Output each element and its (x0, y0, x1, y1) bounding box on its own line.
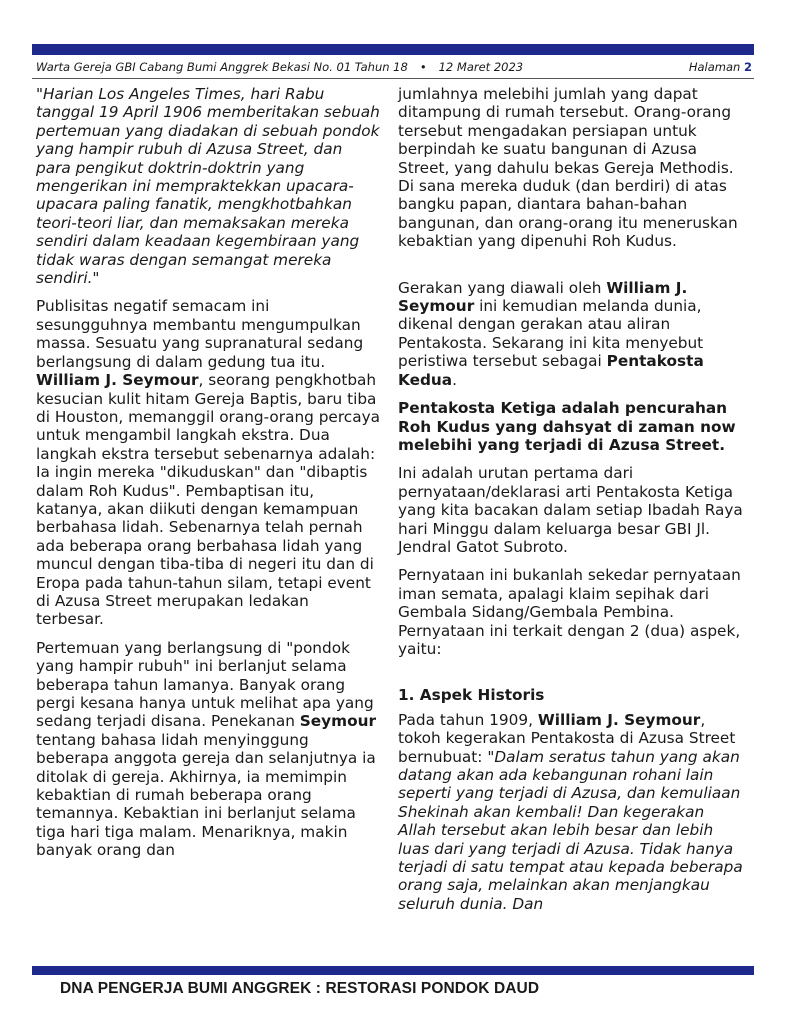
page-indicator (689, 60, 752, 74)
bold-statement: Pentakosta Ketiga adalah pencurahan Roh Kudus yang dahsyat di zaman now melebihi yang terjadi di Azusa Street. (398, 399, 736, 454)
section-heading (398, 686, 743, 704)
paragraph-declaration: Ini adalah urutan pertama dari pernyataan/deklarasi arti Pentakosta Ketiga yang kita bacakan dalam setiap Ibadah Raya hari Minggu dalam keluarga besar GBI Jl. Jendral Gatot Subroto. (398, 464, 743, 556)
prophecy-quote: "Dalam seratus tahun yang akan datang akan ada kebangunan rohani lain seperti yang terjadi di Azusa, dan kemuliaan Shekinah akan kembali! Dan kegerakan Allah tersebut akan lebih besar dan lebih luas dari yang terjadi di Azusa. Tidak hanya terjadi di satu tempat atau kepada beberapa orang saja, melainkan akan menjangkau seluruh dunia. Dan (398, 747, 743, 913)
text-run: Publisitas negatif semacam ini sesungguhnya membantu mengumpulkan massa. Sesuatu yang supranatural sedang berlangsung di dalam gedung tua itu. (36, 297, 364, 371)
text-run: . (452, 370, 457, 389)
name-seymour: William J. Seymour (36, 371, 199, 390)
footer-title: DNA PENGERJA BUMI ANGGREK : RESTORASI PONDOK DAUD (60, 980, 540, 997)
header-bullet: • (419, 60, 427, 74)
text-run: Pertemuan yang berlangsung di "pondok yang hampir rubuh" ini berlanjut selama beberapa tahun lamanya. Banyak orang pergi kesana hanya untuk melihat apa yang sedang terjadi disana. Penekanan (36, 638, 374, 731)
right-column (398, 85, 743, 923)
paragraph-continuation: jumlahnya melebihi jumlah yang dapat ditampung di rumah tersebut. Orang-orang tersebut mengadakan persiapan untuk berpindah ke suatu bangunan di Azusa Street, yang dahulu bekas Gereja Methodis. Di sana mereka duduk (dan berdiri) di atas bangku papan, diantara bahan-bahan bangunan, dan orang-orang itu meneruskan kebaktian yang dipenuhi Roh Kudus. (398, 85, 738, 251)
page-label: Halaman (688, 60, 741, 74)
name-seymour: William J. Seymour (398, 278, 688, 316)
issue-date: 12 Maret 2023 (438, 60, 524, 74)
paragraph-prophecy (398, 711, 743, 913)
paragraph-publicity (36, 297, 381, 628)
page-header (36, 58, 752, 76)
heading-text: 1. Aspek Historis (398, 686, 545, 705)
text-run: tentang bahasa lidah menyinggung beberapa anggota gereja dan selanjutnya ia ditolak di gereja. Akhirnya, ia memimpin kebaktian di rumah beberapa orang temannya. Kebaktian ini berlanjut selama tiga hari tiga malam. Menariknya, makin banyak orang dan (36, 730, 376, 860)
bottom-rule (32, 966, 754, 975)
third-pentecost-statement (398, 399, 743, 454)
paragraph-aspects: Pernyataan ini bukanlah sekedar pernyataan iman semata, apalagi klaim sepihak dari Gembala Sidang/Gembala Pembina. Pernyataan ini terkait dengan 2 (dua) aspek, yaitu: (398, 566, 741, 658)
name-seymour: Seymour (299, 712, 377, 731)
top-rule (32, 44, 754, 55)
text-run: , seorang pengkhotbah kesucian kulit hitam Gereja Baptis, baru tiba di Houston, memanggil orang-orang percaya untuk mengambil langkah ekstra. Dua langkah ekstra tersebut sebenarnya adalah: Ia ingin mereka "dikuduskan" dan "dibaptis dalam Roh Kudus". Pembaptisan itu, katanya, akan diikuti dengan kemampuan berbahasa lidah. Sebenarnya telah pernah ada beberapa orang berbahasa lidah yang muncul dengan tiba-tiba di negeri itu dan di Eropa pada tahun-tahun silam, tetapi event di Azusa Street merupakan ledakan terbesar. (36, 371, 380, 629)
page-number: 2 (743, 60, 752, 74)
paragraph-movement (398, 279, 743, 389)
name-seymour: William J. Seymour (537, 710, 701, 729)
text-run: ini kemudian melanda dunia, dikenal dengan gerakan atau aliran Pentakosta. Sekarang ini kita menyebut peristiwa tersebut sebagai (398, 297, 704, 371)
paragraph-meetings (36, 639, 381, 860)
header-divider (32, 78, 754, 79)
text-run: Gerakan yang diawali oleh (398, 278, 607, 297)
publication-info: Warta Gereja GBI Cabang Bumi Anggrek Bekasi No. 01 Tahun 18 (36, 60, 408, 74)
newspaper-quote: "Harian Los Angeles Times, hari Rabu tanggal 19 April 1906 memberitakan sebuah pertemuan yang diadakan di sebuah pondok yang hampir rubuh di Azusa Street, dan para pengikut doktrin-doktrin yang mengerikan ini mempraktekkan upacara-upacara paling fanatik, mengkhotbahkan teori-teori liar, dan memaksakan mereka sendiri dalam keadaan kegembiraan yang tidak waras dengan semangat mereka sendiri." (36, 85, 380, 288)
text-run: Pada tahun 1909, (398, 710, 538, 729)
term-second-pentecost: Pentakosta Kedua (398, 352, 704, 389)
text-run: , tokoh kegerakan Pentakosta di Azusa Street bernubuat: (398, 710, 736, 766)
left-column (36, 85, 381, 870)
